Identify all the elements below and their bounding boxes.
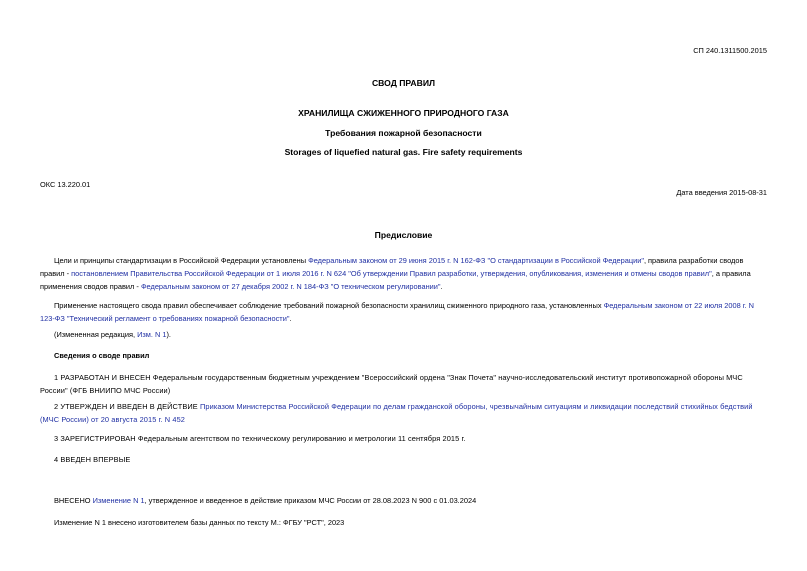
paragraph-text: , правила разработки сводов правил - <box>40 256 744 278</box>
paragraph-text: (Измененная редакция, <box>54 330 138 339</box>
registered-paragraph: 3 ЗАРЕГИСТРИРОВАН Федеральным агентством по техническому регулированию и метрологии 11 сентября 2015 г. <box>54 434 466 443</box>
amendment-introduced-paragraph <box>40 494 770 507</box>
law-123-link[interactable]: Федеральным законом от 22 июля 2008 г. N 123-ФЗ "Технический регламент о требованиях пожарной безопасности" <box>40 301 754 323</box>
paragraph-text: Применение настоящего свода правил обеспечивает соблюдение требований пожарной безопасности хранилищ сжиженного природного газа, установленных <box>54 301 604 310</box>
paragraph-text: ВНЕСЕНО <box>54 496 93 505</box>
order-452-link[interactable]: Приказом Министерства Российской Федерации по делам гражданской обороны, чрезвычайным ситуациям и ликвидации последствий стихийных бедствий (МЧС России) от 20 августа 2015 г. N 452 <box>40 402 753 424</box>
law-162-link[interactable]: Федеральным законом от 29 июня 2015 г. N 162-ФЗ "О стандартизации в Российской Федерации" <box>308 256 644 265</box>
paragraph-text: . <box>440 282 443 291</box>
paragraph-text: . <box>289 314 292 323</box>
paragraph-text: 2 УТВЕРЖДЕН И ВВЕДЕН В ДЕЙСТВИЕ <box>54 402 200 411</box>
law-184-link[interactable]: Федеральным законом от 27 декабря 2002 г. N 184-ФЗ "О техническом регулировании" <box>140 282 441 291</box>
amendment-1-link[interactable]: Изм. N 1 <box>137 330 167 339</box>
paragraph-text: ). <box>166 330 171 339</box>
introduced-first-paragraph: 4 ВВЕДЕН ВПЕРВЫЕ <box>54 455 131 464</box>
document-code: СП 240.1311500.2015 <box>693 46 767 55</box>
developed-by-paragraph: 1 РАЗРАБОТАН И ВНЕСЕН Федеральным государственным бюджетным учреждением "Всероссийский ордена "Знак Почета" научно-исследовательский институт противопожарной обороны МЧС России" (ФГБ ВНИИПО МЧС России) <box>40 373 743 395</box>
code-info-heading: Сведения о своде правил <box>54 351 150 360</box>
decree-624-link[interactable]: постановлением Правительства Российской Федерации от 1 июля 2016 г. N 624 "Об утверждении Правил разработки, утверждения, опубликования, изменения и отмены сводов правил" <box>71 269 712 278</box>
preface-paragraph-application <box>40 299 770 325</box>
amendment-source-paragraph: Изменение N 1 внесено изготовителем базы данных по тексту М.: ФГБУ "РСТ", 2023 <box>54 518 345 527</box>
preface-paragraph-standardization <box>40 254 770 293</box>
amendment-note <box>40 328 770 341</box>
introduction-date: Дата введения 2015-08-31 <box>676 188 767 197</box>
amendment-1-change-link[interactable]: Изменение N 1 <box>92 496 145 505</box>
paragraph-text: , а правила применения сводов правил - <box>40 269 751 291</box>
document-subtitle: Требования пожарной безопасности <box>325 128 482 138</box>
document-type-title: СВОД ПРАВИЛ <box>371 78 436 88</box>
paragraph-text: Цели и принципы стандартизации в Российской Федерации установлены <box>54 256 309 265</box>
preface-heading: Предисловие <box>374 230 433 240</box>
approved-paragraph <box>40 400 770 426</box>
document-title: ХРАНИЛИЩА СЖИЖЕННОГО ПРИРОДНОГО ГАЗА <box>298 108 509 118</box>
document-title-english: Storages of liquefied natural gas. Fire safety requirements <box>284 147 523 157</box>
oks-code: ОКС 13.220.01 <box>40 180 91 189</box>
paragraph-text: , утвержденное и введенное в действие приказом МЧС России от 28.08.2023 N 900 с 01.03.2024 <box>144 496 477 505</box>
